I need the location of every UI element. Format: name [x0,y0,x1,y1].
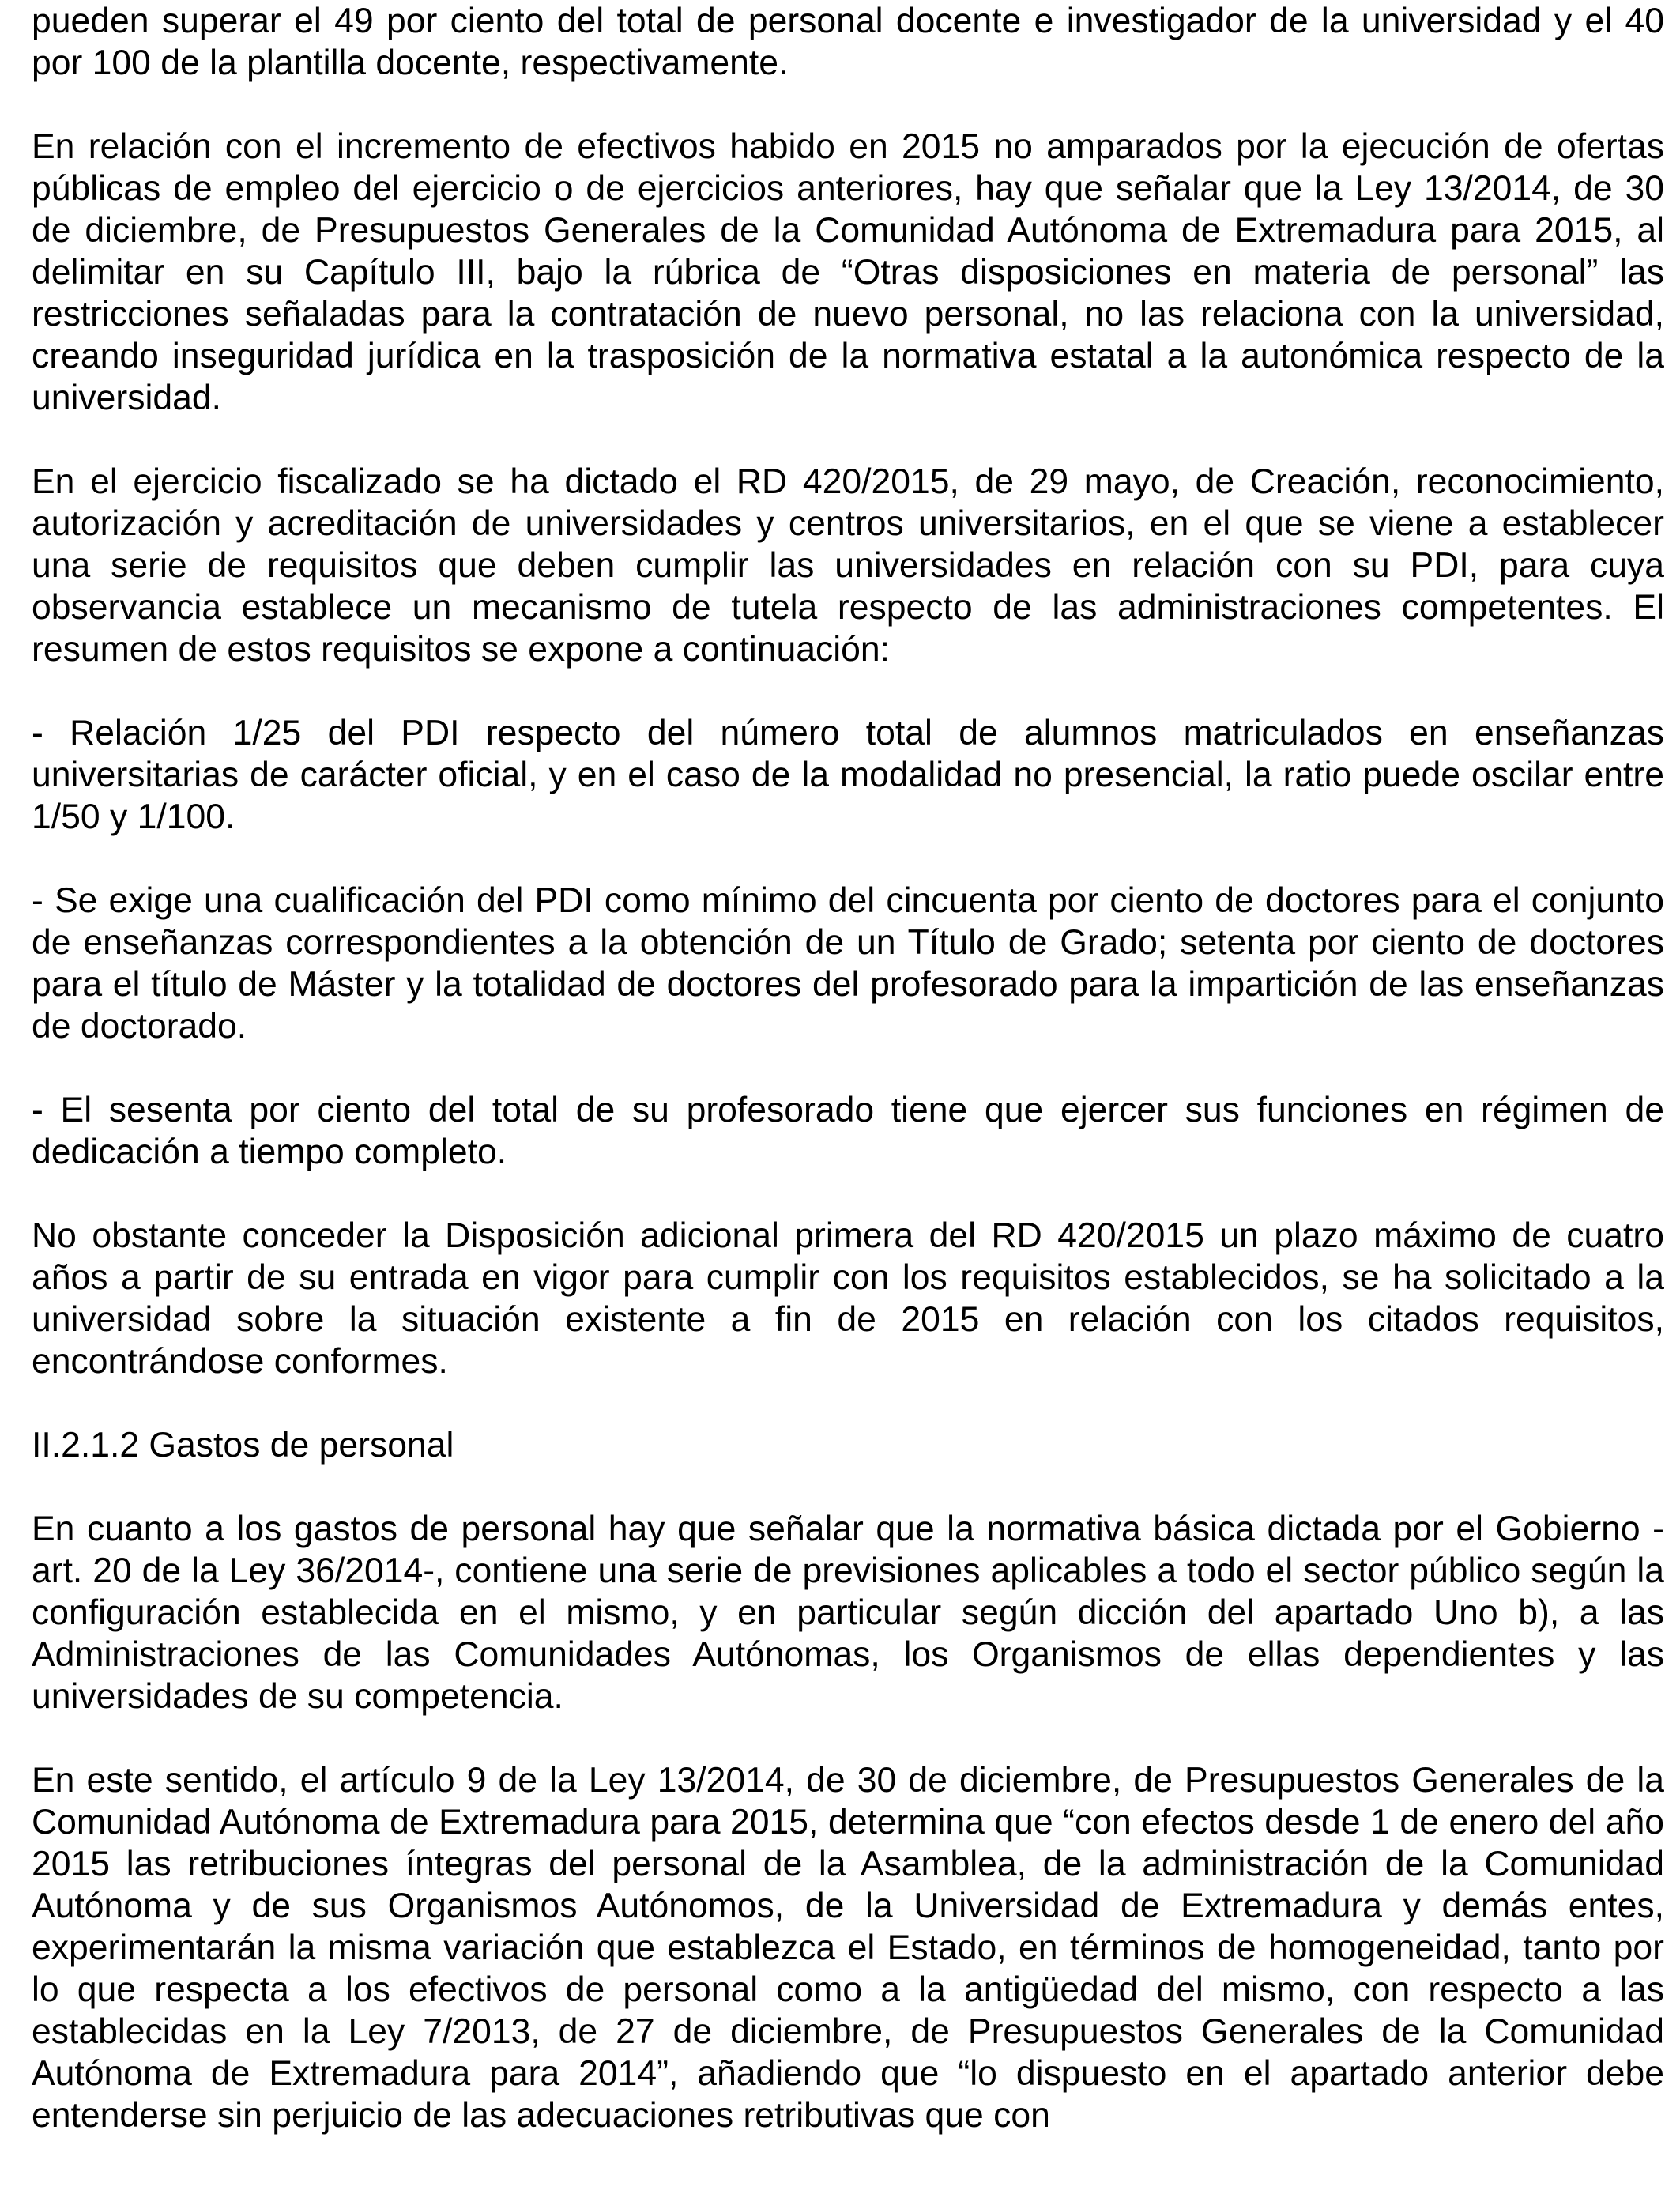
section-heading: II.2.1.2 Gastos de personal [32,1426,454,1465]
paragraph-plantilla-limits: pueden superar el 49 por ciento del total de personal docente e investigador de la universidad y el 40 por 100 de la plantilla docente, respectivamente. [32,2,1664,82]
document-page [32,0,1664,2136]
paragraph-normativa-basica: En cuanto a los gastos de personal hay que señalar que la normativa básica dictada por el Gobierno -art. 20 de la Ley 36/2014-, contiene una serie de previsiones aplicables a todo el sector público según la configuración establecida en el mismo, y en particular según dicción del apartado Uno b), a las Administraciones de las Comunidades Autónomas, los Organismos de ellas dependientes y las universidades de su competencia. [32,1510,1664,1716]
paragraph-rd-420-2015: En el ejercicio fiscalizado se ha dictado el RD 420/2015, de 29 mayo, de Creación, reconocimiento, autorización y acreditación de universidades y centros universitarios, en el que se viene a establecer una serie de requisitos que deben cumplir las universidades en relación con su PDI, para cuya observancia establece un mecanismo de tutela respecto de las administraciones competentes. El resumen de estos requisitos se expone a continuación: [32,462,1664,669]
paragraph-disposicion-adicional: No obstante conceder la Disposición adicional primera del RD 420/2015 un plazo máximo de cuatro años a partir de su entrada en vigor para cumplir con los requisitos establecidos, se ha solicitado a la universidad sobre la situación existente a fin de 2015 en relación con los citados requisitos, encontrándose conformes. [32,1216,1664,1381]
paragraph-incremento-efectivos: En relación con el incremento de efectivos habido en 2015 no amparados por la ejecución de ofertas públicas de empleo del ejercicio o de ejercicios anteriores, hay que señalar que la Ley 13/2014, de 30 de diciembre, de Presupuestos Generales de la Comunidad Autónoma de Extremadura para 2015, al delimitar en su Capítulo III, bajo la rúbrica de “Otras disposiciones en materia de personal” las restricciones señaladas para la contratación de nuevo personal, no las relaciona con la universidad, creando inseguridad jurídica en la trasposición de la normativa estatal a la autonómica respecto de la universidad. [32,127,1664,417]
list-item-ratio-alumnos: - Relación 1/25 del PDI respecto del número total de alumnos matriculados en enseñanzas universitarias de carácter oficial, y en el caso de la modalidad no presencial, la ratio puede oscilar entre 1/50 y 1/100. [32,714,1664,836]
list-item-tiempo-completo: - El sesenta por ciento del total de su profesorado tiene que ejercer sus funciones en régimen de dedicación a tiempo completo. [32,1091,1664,1171]
paragraph-articulo-9: En este sentido, el artículo 9 de la Ley 13/2014, de 30 de diciembre, de Presupuestos Generales de la Comunidad Autónoma de Extremadura para 2015, determina que “con efectos desde 1 de enero del año 2015 las retribuciones íntegras del personal de la Asamblea, de la administración de la Comunidad Autónoma y de sus Organismos Autónomos, de la Universidad de Extremadura y demás entes, experimentarán la misma variación que establezca el Estado, en términos de homogeneidad, tanto por lo que respecta a los efectivos de personal como a la antigüedad del mismo, con respecto a las establecidas en la Ley 7/2013, de 27 de diciembre, de Presupuestos Generales de la Comunidad Autónoma de Extremadura para 2014”, añadiendo que “lo dispuesto en el apartado anterior debe entenderse sin perjuicio de las adecuaciones retributivas que con [32,1761,1664,2135]
list-item-cualificacion-doctores: - Se exige una cualificación del PDI como mínimo del cincuenta por ciento de doctores para el conjunto de enseñanzas correspondientes a la obtención de un Título de Grado; setenta por ciento de doctores para el título de Máster y la totalidad de doctores del profesorado para la impartición de las enseñanzas de doctorado. [32,881,1664,1046]
